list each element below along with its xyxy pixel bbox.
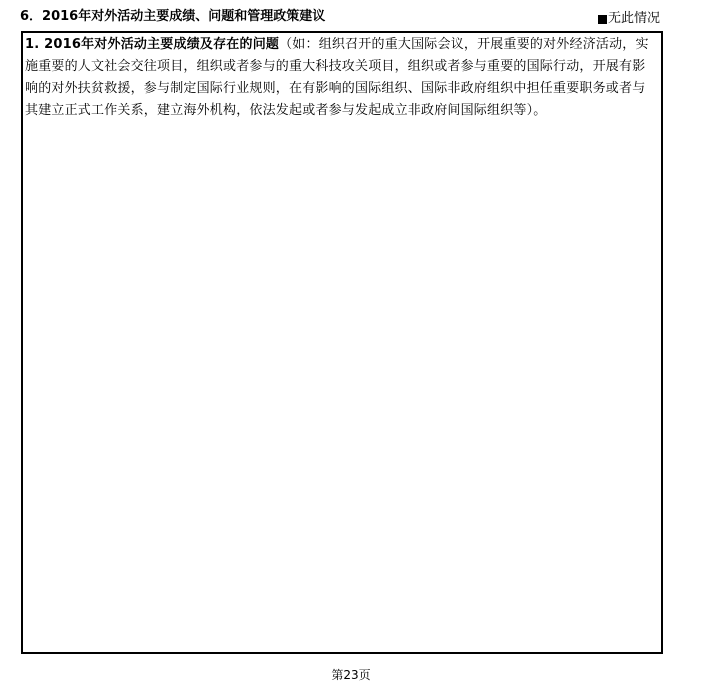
question-description: （如：组织召开的重大国际会议，开展重要的对外经济活动，实施重要的人文社会交往项目，组织或者参与的重大科技攻关项目，组织或者参与重要的国际行动，开展有影响的对外扶贫救援，参与制定国际行业规则，在有影响的国际组织、国际非政府组织中担任重要职务或者与其建立正式工作关系，建立海外机构，依法发起或者参与发起成立非政府间国际组织等）。 — [25, 37, 649, 118]
section-title: 6．2016年对外活动主要成绩、问题和管理政策建议 — [20, 9, 326, 24]
page-number: 第23页 — [331, 668, 371, 682]
no-situation-checkbox[interactable] — [598, 10, 660, 28]
no-situation-label: 无此情况 — [608, 11, 661, 26]
answer-text-area[interactable] — [21, 31, 663, 654]
question-prompt — [23, 33, 661, 122]
checked-square-icon — [598, 15, 607, 24]
question-heading: 1. 2016年对外活动主要成绩及存在的问题 — [25, 37, 280, 52]
